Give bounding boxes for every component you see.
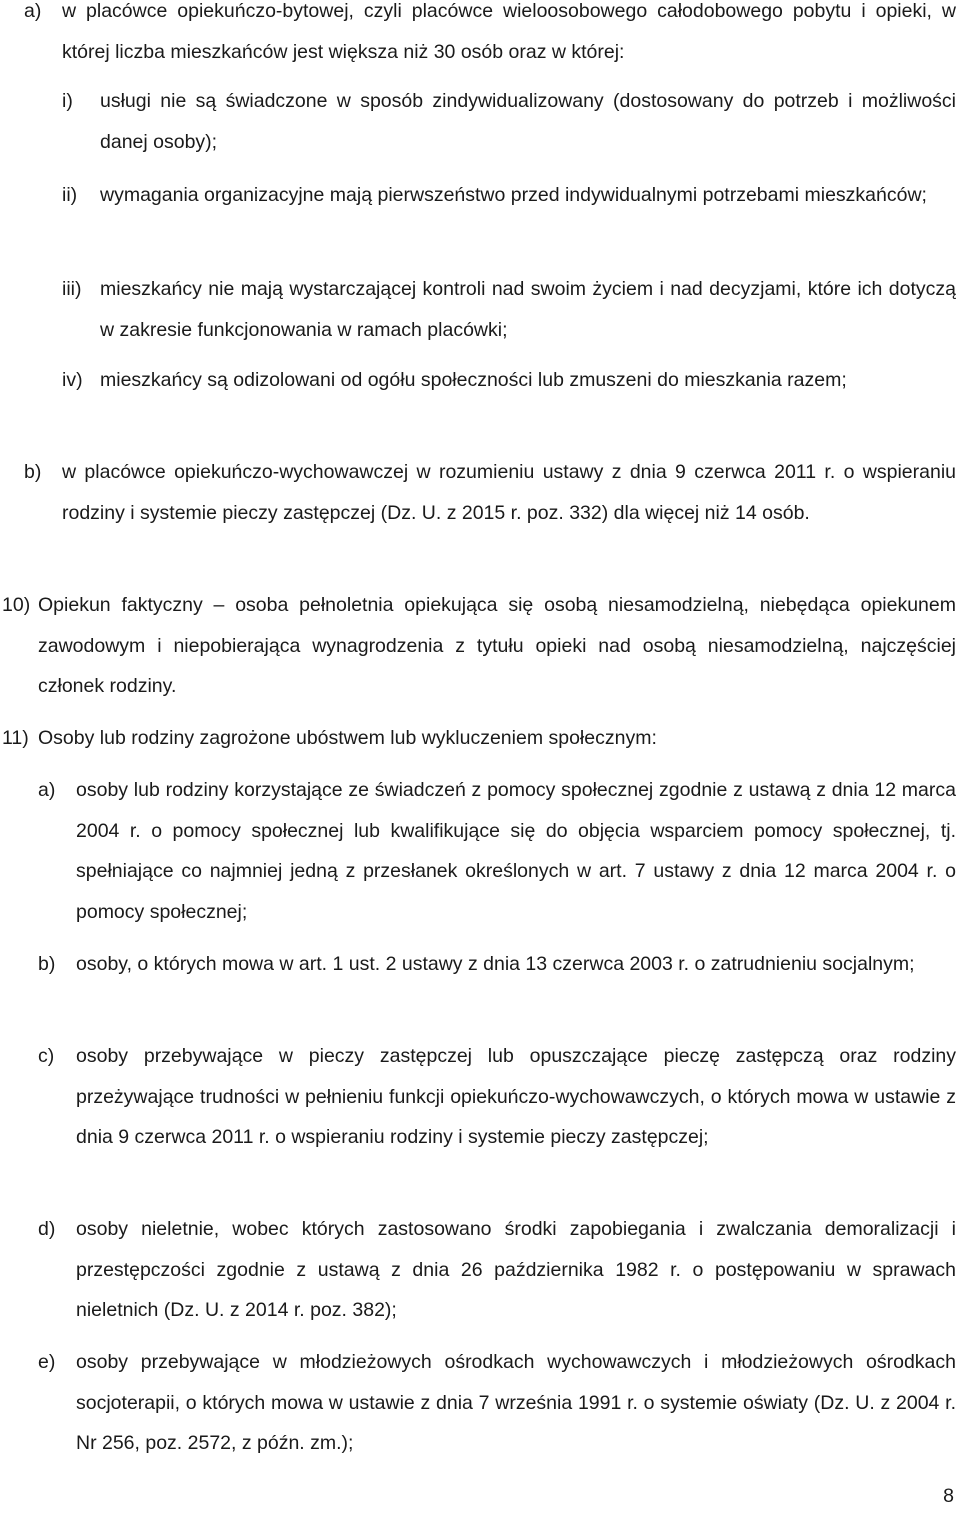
item-label: ii): [62, 184, 78, 206]
page-number: 8: [943, 1485, 954, 1507]
item-text: osoby przebywające w pieczy zastępczej lub opuszczające pieczę zastępczą oraz rodziny przeżywające trudności w pełnieniu funkcji opiekuńczo-wychowawczych, o których mowa w ustawie z dnia 9 czerwca 2011 r. o wspieraniu rodziny i systemie pieczy zastępczej;: [76, 1045, 956, 1148]
item-label: b): [24, 461, 42, 483]
item-text: mieszkańcy są odizolowani od ogółu społeczności lub zmuszeni do mieszkania razem;: [100, 369, 847, 391]
item-label: i): [62, 90, 73, 112]
list-item: [62, 360, 956, 401]
item-label: e): [38, 1351, 56, 1373]
item-text: osoby przebywające w młodzieżowych ośrodkach wychowawczych i młodzieżowych ośrodkach socjoterapii, o których mowa w ustawie z dnia 7 września 1991 r. o systemie oświaty (Dz. U. z 2004 r. Nr 256, poz. 2572, z późn. zm.);: [76, 1351, 956, 1454]
item-label: iv): [62, 369, 83, 391]
item-text: w placówce opiekuńczo-bytowej, czyli placówce wieloosobowego całodobowego pobytu i opieki, w której liczba mieszkańców jest większa niż 30 osób oraz w której:: [62, 0, 956, 63]
item-text: wymagania organizacyjne mają pierwszeństwo przed indywidualnymi potrzebami mieszkańców;: [100, 184, 927, 206]
list-item: [24, 452, 956, 533]
item-text: w placówce opiekuńczo-wychowawczej w rozumieniu ustawy z dnia 9 czerwca 2011 r. o wspieraniu rodziny i systemie pieczy zastępczej (Dz. U. z 2015 r. poz. 332) dla więcej niż 14 osób.: [62, 461, 956, 524]
definition-item: [2, 585, 956, 707]
list-item: [62, 175, 956, 216]
item-label: a): [38, 779, 56, 801]
item-text: usługi nie są świadczone w sposób zindywidualizowany (dostosowany do potrzeb i możliwości danej osoby);: [100, 90, 956, 153]
list-item: [62, 81, 956, 162]
item-text: osoby nieletnie, wobec których zastosowano środki zapobiegania i zwalczania demoralizacji i przestępczości zgodnie z ustawą z dnia 26 października 1982 r. o postępowaniu w sprawach nieletnich (Dz. U. z 2014 r. poz. 382);: [76, 1218, 956, 1321]
list-item: [38, 770, 956, 932]
definition-item: [2, 718, 956, 759]
list-item: [38, 1342, 956, 1464]
list-item: [38, 1209, 956, 1331]
list-item: [38, 1036, 956, 1158]
list-item: [24, 0, 956, 72]
item-number: 10): [2, 594, 31, 616]
item-text: Osoby lub rodziny zagrożone ubóstwem lub wykluczeniem społecznym:: [38, 727, 657, 749]
list-item: [62, 269, 956, 350]
item-label: a): [24, 0, 42, 22]
item-label: d): [38, 1218, 56, 1240]
list-item: [38, 944, 956, 985]
item-label: iii): [62, 278, 82, 300]
item-text: mieszkańcy nie mają wystarczającej kontroli nad swoim życiem i nad decyzjami, które ich dotyczą w zakresie funkcjonowania w ramach placówki;: [100, 278, 956, 341]
item-text: Opiekun faktyczny – osoba pełnoletnia opiekująca się osobą niesamodzielną, niebędąca opiekunem zawodowym i niepobierająca wynagrodzenia z tytułu opieki nad osobą niesamodzielną, najczęściej członek rodziny.: [38, 594, 956, 697]
item-text: osoby, o których mowa w art. 1 ust. 2 ustawy z dnia 13 czerwca 2003 r. o zatrudnieniu socjalnym;: [76, 953, 915, 975]
item-label: b): [38, 953, 56, 975]
item-number: 11): [2, 727, 29, 749]
item-text: osoby lub rodziny korzystające ze świadczeń z pomocy społecznej zgodnie z ustawą z dnia 12 marca 2004 r. o pomocy społecznej lub kwalifikujące się do objęcia wsparciem pomocy społecznej, tj. spełniające co najmniej jedną z przesłanek określonych w art. 7 ustawy z dnia 12 marca 2004 r. o pomocy społecznej;: [76, 779, 956, 923]
item-label: c): [38, 1045, 55, 1067]
